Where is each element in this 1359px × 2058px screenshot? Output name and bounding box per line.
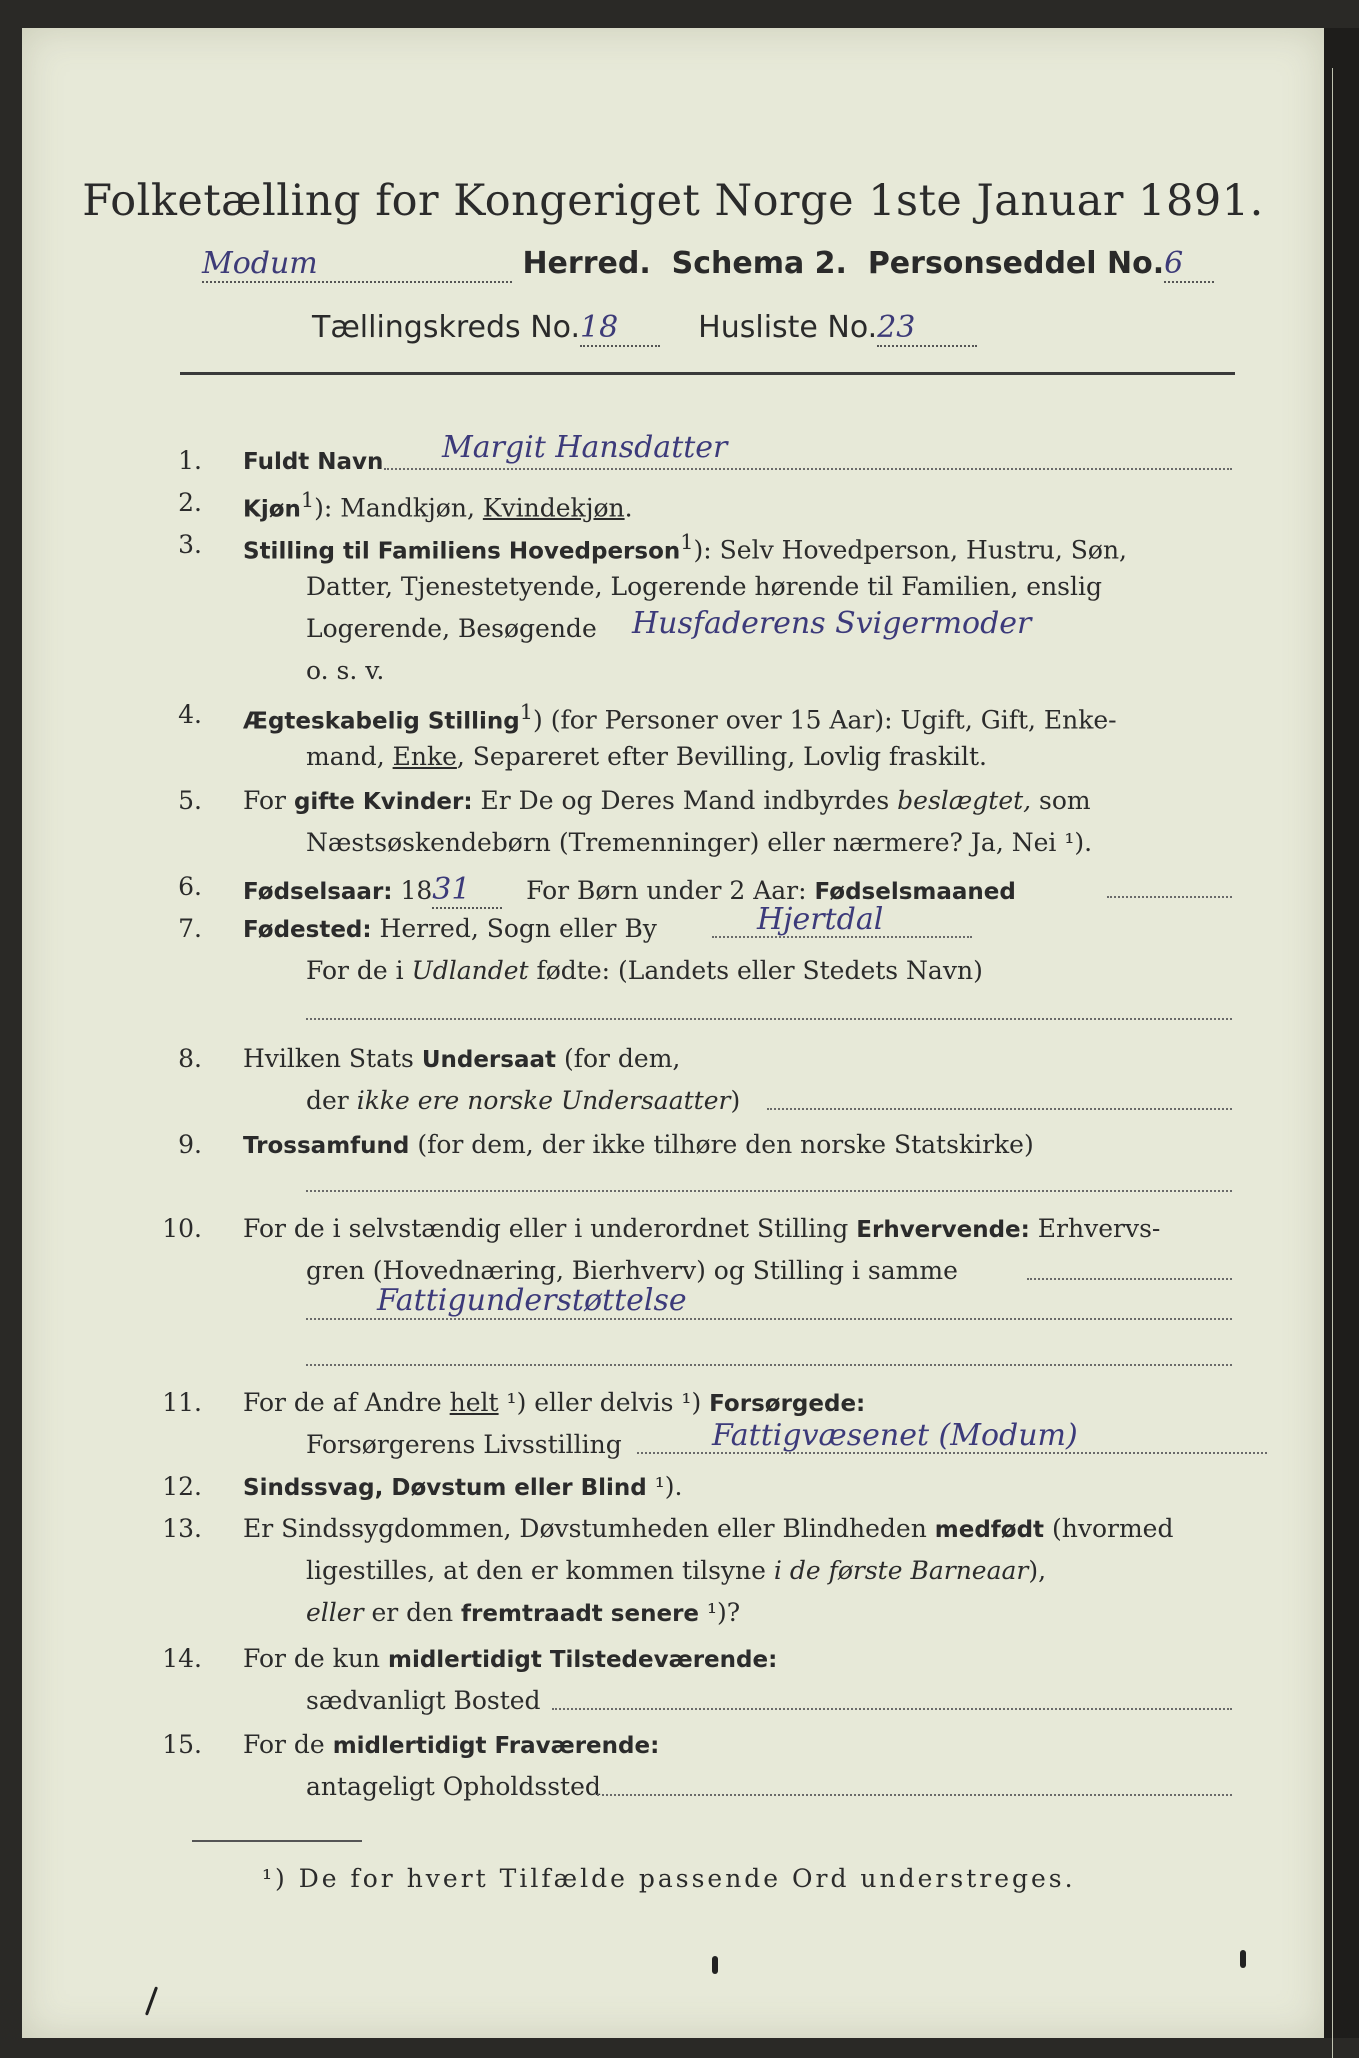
q4-selected: Enke xyxy=(392,742,457,771)
schema-label: Schema 2. xyxy=(671,246,847,281)
q2-row xyxy=(243,488,633,522)
q11-value: Fattigvæsenet (Modum) xyxy=(712,1418,1078,1453)
form-title: Folketælling for Kongeriget Norge 1ste Januar 1891. xyxy=(82,176,1264,226)
q11-label: Forsørgede: xyxy=(709,1391,866,1417)
q14-line1 xyxy=(243,1644,777,1673)
q3-sup: 1 xyxy=(680,530,694,554)
q2-end: . xyxy=(624,493,633,523)
q8-line2-b: ) xyxy=(730,1086,741,1115)
q15-number: 15. xyxy=(162,1730,202,1759)
q10-dotline xyxy=(1027,1278,1232,1280)
kreds-label: Tællingskreds No. xyxy=(312,310,580,345)
header-kreds-line xyxy=(312,310,977,347)
q13-line2-b: ), xyxy=(1028,1556,1047,1585)
q12-label: Sindssvag, Døvstum eller Blind xyxy=(243,1475,647,1501)
q2-text: ): Mandkjøn, xyxy=(314,493,483,523)
q9-row xyxy=(243,1130,1034,1159)
husliste-label: Husliste No. xyxy=(698,310,878,345)
q8-line2 xyxy=(306,1086,740,1115)
q13-label2: fremtraadt senere xyxy=(461,1601,700,1627)
q3-line3: Logerende, Besøgende xyxy=(306,614,597,643)
q14-text-a: For de kun xyxy=(243,1644,388,1673)
q8-text-b: (for dem, xyxy=(556,1044,681,1073)
q13-label: medfødt xyxy=(934,1517,1045,1543)
header-herred-line xyxy=(202,246,1214,283)
q8-label: Undersaat xyxy=(421,1047,556,1073)
q9-text: (for dem, der ikke tilhøre den norske Statskirke) xyxy=(409,1130,1034,1159)
q6-label: Fødselsaar: xyxy=(243,879,393,905)
q8-dotline xyxy=(767,1108,1232,1110)
q15-label: midlertidigt Fraværende: xyxy=(332,1733,660,1759)
q7-line1 xyxy=(243,914,657,943)
husliste-value: 23 xyxy=(877,310,916,345)
herred-value: Modum xyxy=(202,246,318,281)
q12-text: ¹). xyxy=(646,1472,683,1501)
q1-dotline xyxy=(384,468,1232,470)
q4-line2-a: mand, xyxy=(306,742,393,771)
q10-text-a: For de i selvstændig eller i underordnet Stilling xyxy=(243,1214,857,1243)
q13-line3 xyxy=(306,1598,740,1627)
q1-label: Fuldt Navn xyxy=(243,449,384,475)
q15-line2: antageligt Opholdssted xyxy=(306,1772,601,1801)
q5-text-b: som xyxy=(1031,786,1091,815)
q3-line1-text: ): Selv Hovedperson, Hustru, Søn, xyxy=(693,535,1127,565)
q3-line1 xyxy=(243,530,1127,564)
q6-number: 6. xyxy=(178,872,202,901)
q8-number: 8. xyxy=(178,1044,202,1073)
q13-text-a: Er Sindssygdommen, Døvstumheden eller Blindheden xyxy=(243,1514,935,1543)
footnote-rule xyxy=(192,1840,362,1842)
q4-line1 xyxy=(243,700,1117,734)
q6-value: 31 xyxy=(432,872,471,907)
q6-row xyxy=(243,872,1016,909)
ink-mark xyxy=(1240,1950,1246,1968)
q15-line1 xyxy=(243,1730,659,1759)
q5-label: gifte Kvinder: xyxy=(293,789,473,815)
q9-number: 9. xyxy=(178,1130,202,1159)
personseddel-label: Personseddel No. xyxy=(867,246,1165,281)
q1-value: Margit Hansdatter xyxy=(442,430,728,465)
herred-label: Herred. xyxy=(522,246,651,281)
q8-italic: ikke ere norske Undersaatter xyxy=(356,1086,731,1115)
q13-text-b: (hvormed xyxy=(1044,1514,1174,1543)
q4-number: 4. xyxy=(178,700,202,729)
q7-label: Fødested: xyxy=(243,917,372,943)
q3-number: 3. xyxy=(178,530,202,559)
q3-line2: Datter, Tjenestetyende, Logerende hørende til Familien, enslig xyxy=(306,572,1103,601)
q3-value: Husfaderens Svigermoder xyxy=(632,606,1032,641)
q5-number: 5. xyxy=(178,786,202,815)
q14-line2: sædvanligt Bosted xyxy=(306,1686,541,1715)
footnote: ¹) De for hvert Tilfælde passende Ord understreges. xyxy=(262,1864,1076,1893)
q13-italic: i de første Barneaar xyxy=(773,1556,1029,1585)
q14-label: midlertidigt Tilstedeværende: xyxy=(387,1647,778,1673)
q2-number: 2. xyxy=(178,488,202,517)
q3-label: Stilling til Familiens Hovedperson xyxy=(243,538,681,565)
q8-line1 xyxy=(243,1044,680,1073)
q4-sup: 1 xyxy=(519,700,534,724)
q4-line2 xyxy=(306,742,987,771)
kreds-value: 18 xyxy=(580,310,619,345)
q10-number: 10. xyxy=(162,1214,202,1243)
q5-line2: Næstsøskendebørn (Tremenninger) eller nærmere? Ja, Nei ¹). xyxy=(306,828,1093,857)
q8-line2-a: der xyxy=(306,1086,357,1115)
q13-line2-a: ligestilles, at den er kommen tilsyne xyxy=(306,1556,774,1585)
q11-selected: helt xyxy=(449,1388,499,1417)
q5-italic: beslægtet, xyxy=(897,786,1032,815)
q7-value: Hjertdal xyxy=(757,902,884,937)
q8-text-a: Hvilken Stats xyxy=(243,1044,422,1073)
q7-line2 xyxy=(306,956,983,985)
q7-line2-b: fødte: (Landets eller Stedets Navn) xyxy=(528,956,983,985)
q6-label2: Fødselsmaaned xyxy=(814,879,1016,905)
q13-line3-a: er den xyxy=(363,1598,462,1627)
q10-line2: gren (Hovednæring, Bierhverv) og Stilling i samme xyxy=(306,1256,958,1285)
q11-number: 11. xyxy=(162,1388,202,1417)
q11-text-a: For de af Andre xyxy=(243,1388,450,1417)
q12-row xyxy=(243,1472,682,1501)
q10-answer-line xyxy=(306,1318,1232,1320)
q4-line1-text: ) (for Personer over 15 Aar): Ugift, Gift, Enke- xyxy=(533,705,1117,735)
q4-line2-b: , Separeret efter Bevilling, Lovlig fraskilt. xyxy=(456,742,987,771)
q2-selected: Kvindekjøn xyxy=(482,493,625,523)
q13-line1 xyxy=(243,1514,1173,1543)
q11-line2: Forsørgerens Livsstilling xyxy=(306,1430,622,1459)
q7-number: 7. xyxy=(178,914,202,943)
q13-line3-b: ¹)? xyxy=(699,1598,741,1627)
q10-value: Fattigunderstøttelse xyxy=(377,1283,687,1318)
q13-line2 xyxy=(306,1556,1046,1585)
q14-dotline xyxy=(552,1708,1232,1710)
q10-label: Erhvervende: xyxy=(856,1217,1030,1243)
q7-line2-a: For de i xyxy=(306,956,412,985)
q13-line3-italic: eller xyxy=(306,1598,364,1627)
q1-row xyxy=(243,446,383,475)
q15-text-a: For de xyxy=(243,1730,333,1759)
census-form-sheet xyxy=(22,28,1324,2038)
q6-mid: For Børn under 2 Aar: xyxy=(526,876,815,905)
q1-number: 1. xyxy=(178,446,202,475)
q12-number: 12. xyxy=(162,1472,202,1501)
q2-label: Kjøn xyxy=(243,496,301,523)
q5-line1 xyxy=(243,786,1091,815)
q10-line1 xyxy=(243,1214,1160,1243)
q7-line1-text: Herred, Sogn eller By xyxy=(371,914,657,943)
q11-line1 xyxy=(243,1388,865,1417)
scan-border xyxy=(1324,28,1359,2038)
q6-dotline xyxy=(1107,896,1232,898)
ink-mark xyxy=(712,1956,718,1974)
q11-text-b: ¹) eller delvis ¹) xyxy=(498,1388,710,1417)
q7-italic: Udlandet xyxy=(411,956,529,985)
q5-text-a: Er De og Deres Mand indbyrdes xyxy=(472,786,898,815)
q10-text-b: Erhvervs- xyxy=(1029,1214,1161,1243)
ink-mark xyxy=(145,1986,158,2015)
q7-blank-line xyxy=(306,1018,1232,1020)
q4-label: Ægteskabelig Stilling xyxy=(243,708,520,735)
header-rule xyxy=(180,372,1235,375)
q9-blank-line xyxy=(306,1190,1232,1192)
q9-label: Trossamfund xyxy=(243,1133,410,1159)
q6-year-prefix: 18 xyxy=(392,876,433,905)
q14-number: 14. xyxy=(162,1644,202,1673)
q3-line4: o. s. v. xyxy=(306,656,385,685)
q15-dotline xyxy=(597,1794,1232,1796)
personseddel-value: 6 xyxy=(1164,246,1184,281)
paper-edge xyxy=(1332,68,1333,2058)
q13-number: 13. xyxy=(162,1514,202,1543)
q10-blank-line xyxy=(306,1364,1232,1366)
q2-sup: 1 xyxy=(300,488,315,512)
q5-pre: For xyxy=(243,786,294,815)
